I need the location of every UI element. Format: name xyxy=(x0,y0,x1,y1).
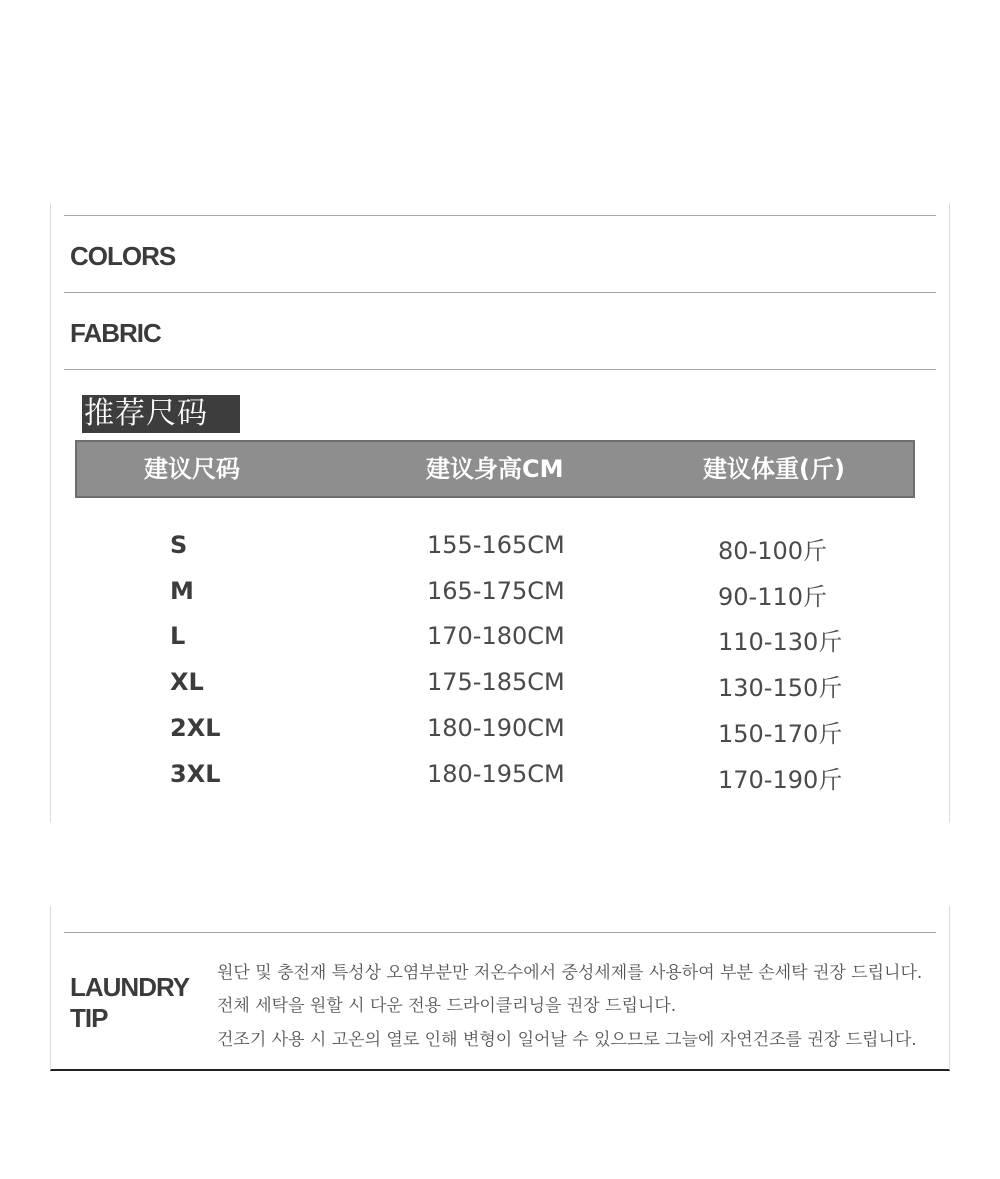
laundry-label-line: TIP xyxy=(70,1003,108,1033)
table-row xyxy=(0,622,1000,668)
laundry-tip-label xyxy=(70,972,189,1034)
weight-cell: 130-150斤 xyxy=(718,674,843,702)
divider xyxy=(64,932,936,933)
size-cell: S xyxy=(170,531,188,559)
divider xyxy=(64,369,936,370)
header-size: 建议尺码 xyxy=(144,455,240,483)
size-chart-title: 推荐尺码 xyxy=(82,395,240,433)
size-cell: XL xyxy=(170,668,204,696)
size-cell: M xyxy=(170,577,194,605)
divider xyxy=(64,215,936,216)
weight-cell: 80-100斤 xyxy=(718,537,828,565)
size-cell: 3XL xyxy=(170,760,221,788)
height-cell: 175-185CM xyxy=(427,668,565,696)
size-cell: 2XL xyxy=(170,714,221,742)
weight-cell: 110-130斤 xyxy=(718,628,843,656)
fabric-label: FABRIC xyxy=(70,318,161,348)
weight-cell: 170-190斤 xyxy=(718,766,843,794)
table-row xyxy=(0,531,1000,577)
height-cell: 180-190CM xyxy=(427,714,565,742)
size-table-header xyxy=(75,440,915,498)
laundry-label-line: LAUNDRY xyxy=(70,972,190,1002)
table-row xyxy=(0,760,1000,806)
weight-cell: 150-170斤 xyxy=(718,720,843,748)
weight-cell: 90-110斤 xyxy=(718,583,828,611)
header-height: 建议身高CM xyxy=(426,455,564,483)
laundry-tip-text: 원단 및 충전재 특성상 오염부분만 저온수에서 중성세제를 사용하여 부분 손세탁 권장 드립니다. xyxy=(217,963,923,983)
table-row xyxy=(0,714,1000,760)
header-weight: 建议体重(斤) xyxy=(703,455,845,483)
laundry-tip-text: 건조기 사용 시 고온의 열로 인해 변형이 일어날 수 있으므로 그늘에 자연건조를 권장 드립니다. xyxy=(217,1030,917,1050)
size-cell: L xyxy=(170,622,186,650)
height-cell: 165-175CM xyxy=(427,577,565,605)
table-row xyxy=(0,577,1000,623)
height-cell: 155-165CM xyxy=(427,531,565,559)
divider xyxy=(64,292,936,293)
height-cell: 170-180CM xyxy=(427,622,565,650)
laundry-tip-text: 전체 세탁을 원할 시 다운 전용 드라이클리닝을 권장 드립니다. xyxy=(217,996,677,1016)
table-row xyxy=(0,668,1000,714)
colors-label: COLORS xyxy=(70,241,176,271)
height-cell: 180-195CM xyxy=(427,760,565,788)
